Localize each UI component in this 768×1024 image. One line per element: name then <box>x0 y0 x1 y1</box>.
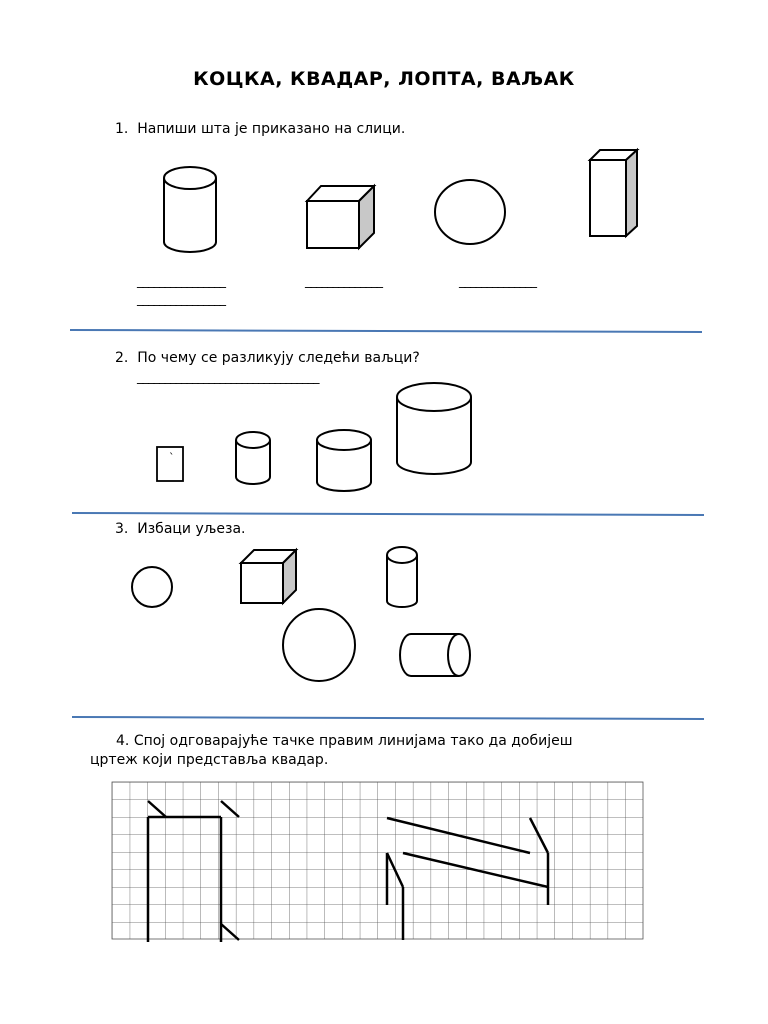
divider-2 <box>72 513 704 515</box>
question-1-number: 1. <box>115 121 129 137</box>
question-4-text-line2: цртеж који представља квадар. <box>90 752 329 768</box>
cylinder-shape <box>164 167 216 252</box>
answer-line-5[interactable]: _________________________________ <box>137 370 319 385</box>
small-mark: ` <box>169 451 175 464</box>
answer-line-2[interactable]: ______________ <box>305 274 382 289</box>
cuboid-shape <box>590 150 637 236</box>
answer-line-3[interactable]: ______________ <box>459 274 536 289</box>
answer-line-4[interactable]: ________________ <box>137 292 225 307</box>
question-3-number: 3. <box>115 521 129 537</box>
cube-shape-2 <box>241 550 296 603</box>
divider-1 <box>70 330 702 332</box>
cube-shape <box>307 186 374 248</box>
dot-grid <box>112 782 643 939</box>
answer-line-1[interactable]: ________________ <box>137 274 225 289</box>
cylinder-medium <box>317 430 371 491</box>
cylinder-large <box>397 383 471 474</box>
horizontal-cylinder-shape <box>400 634 470 676</box>
question-4-text-line1: Спој одговарајуће тачке правим линијама тако да добијеш <box>133 733 573 749</box>
cylinder-small <box>236 432 270 484</box>
divider-3 <box>72 717 704 719</box>
large-circle-shape <box>283 609 355 681</box>
cylinder-shape-2 <box>387 547 417 607</box>
small-circle-shape <box>132 567 172 607</box>
question-1-text: Напиши шта је приказано на слици. <box>137 121 406 137</box>
question-2-text: По чему се разликују следећи ваљци? <box>137 350 420 366</box>
question-4-number: 4. <box>116 733 130 749</box>
sphere-shape <box>435 180 505 244</box>
worksheet-title: КОЦКА, КВАДАР, ЛОПТА, ВАЉАК <box>193 68 575 90</box>
question-3-text: Избаци уљеза. <box>137 521 246 537</box>
question-2-number: 2. <box>115 350 129 366</box>
